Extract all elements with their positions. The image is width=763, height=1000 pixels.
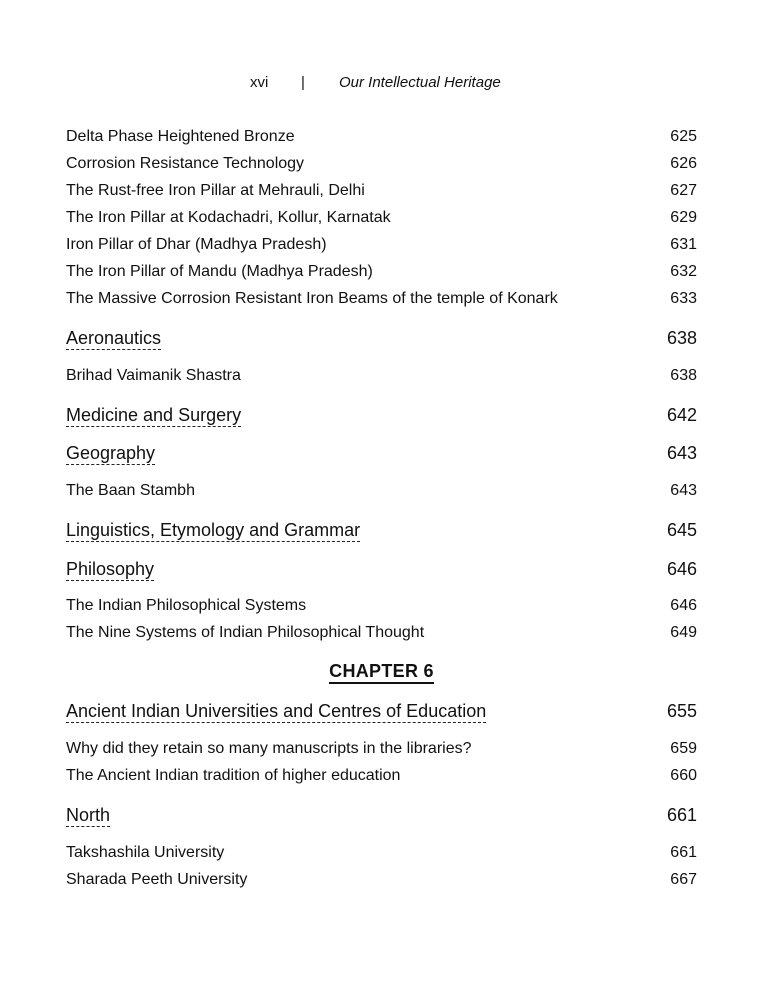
- toc-entry-title: The Iron Pillar at Kodachadri, Kollur, Karnatak: [66, 209, 391, 226]
- toc-entry-page: 667: [670, 871, 697, 888]
- toc-entry-title: The Ancient Indian tradition of higher education: [66, 767, 401, 784]
- toc-entry-title: Takshashila University: [66, 844, 225, 861]
- toc-entry-title: Why did they retain so many manuscripts in the libraries?: [66, 740, 472, 757]
- toc-entry-page: 627: [670, 182, 697, 199]
- toc-entry: [66, 624, 697, 648]
- toc-entry-title: The Nine Systems of Indian Philosophical Thought: [66, 624, 425, 641]
- toc-entry-title: Delta Phase Heightened Bronze: [66, 128, 295, 145]
- toc-entry-page: 632: [670, 263, 697, 280]
- section-title: Geography: [66, 443, 156, 463]
- section-page: 638: [666, 328, 697, 348]
- toc-entry-page: 638: [670, 367, 697, 384]
- toc-section-north: [66, 805, 697, 829]
- toc-entry: [66, 290, 697, 314]
- toc-entry-title: The Baan Stambh: [66, 482, 195, 499]
- toc-entry-page: 646: [670, 597, 697, 614]
- section-title: Ancient Indian Universities and Centres of Education: [66, 701, 487, 721]
- toc-entry: [66, 128, 697, 152]
- section-page: 646: [666, 559, 697, 579]
- toc-entry: [66, 182, 697, 206]
- toc-entry-title: The Massive Corrosion Resistant Iron Beams of the temple of Konark: [66, 290, 558, 307]
- section-page: 655: [666, 701, 697, 721]
- section-title: North: [66, 805, 111, 825]
- section-page: 645: [666, 520, 697, 540]
- toc-entry: [66, 767, 697, 791]
- section-page: 661: [666, 805, 697, 825]
- header-separator: |: [301, 74, 305, 91]
- toc-entry-title: The Indian Philosophical Systems: [66, 597, 307, 614]
- toc-section-philosophy: [66, 559, 697, 583]
- section-title: Linguistics, Etymology and Grammar: [66, 520, 361, 540]
- toc-entry-title: The Rust-free Iron Pillar at Mehrauli, Delhi: [66, 182, 365, 199]
- toc-entry: [66, 367, 697, 391]
- toc-entry-page: 625: [670, 128, 697, 145]
- chapter-label: CHAPTER 6: [329, 661, 434, 684]
- section-title: Aeronautics: [66, 328, 162, 348]
- toc-entry: [66, 871, 697, 895]
- toc-entry: [66, 263, 697, 287]
- toc-entry-page: 660: [670, 767, 697, 784]
- toc-entry-page: 649: [670, 624, 697, 641]
- toc-entry-page: 659: [670, 740, 697, 757]
- toc-section-universities: [66, 701, 697, 725]
- toc-entry-title: Brihad Vaimanik Shastra: [66, 367, 241, 384]
- section-page: 642: [666, 405, 697, 425]
- toc-entry: [66, 597, 697, 621]
- section-title: Medicine and Surgery: [66, 405, 242, 425]
- section-title: Philosophy: [66, 559, 155, 579]
- toc-entry-page: 633: [670, 290, 697, 307]
- toc-section-aeronautics: [66, 328, 697, 352]
- toc-entry-page: 629: [670, 209, 697, 226]
- toc-section-linguistics: [66, 520, 697, 544]
- toc-entry: [66, 844, 697, 868]
- toc-entry: [66, 482, 697, 506]
- book-title: Our Intellectual Heritage: [339, 74, 501, 91]
- toc-entry-title: Sharada Peeth University: [66, 871, 248, 888]
- toc-entry-page: 631: [670, 236, 697, 253]
- section-page: 643: [666, 443, 697, 463]
- toc-entry-title: Iron Pillar of Dhar (Madhya Pradesh): [66, 236, 327, 253]
- toc-entry: [66, 740, 697, 764]
- toc-entry: [66, 155, 697, 179]
- toc-entry-title: Corrosion Resistance Technology: [66, 155, 305, 172]
- toc-entry-title: The Iron Pillar of Mandu (Madhya Pradesh): [66, 263, 373, 280]
- toc-entry: [66, 209, 697, 233]
- toc-entry-page: 643: [670, 482, 697, 499]
- toc-section-medicine: [66, 405, 697, 429]
- chapter-heading: [0, 661, 763, 682]
- toc-entry: [66, 236, 697, 260]
- toc-entry-page: 626: [670, 155, 697, 172]
- toc-entry-page: 661: [670, 844, 697, 861]
- page-number: xvi: [250, 74, 269, 91]
- toc-section-geography: [66, 443, 697, 467]
